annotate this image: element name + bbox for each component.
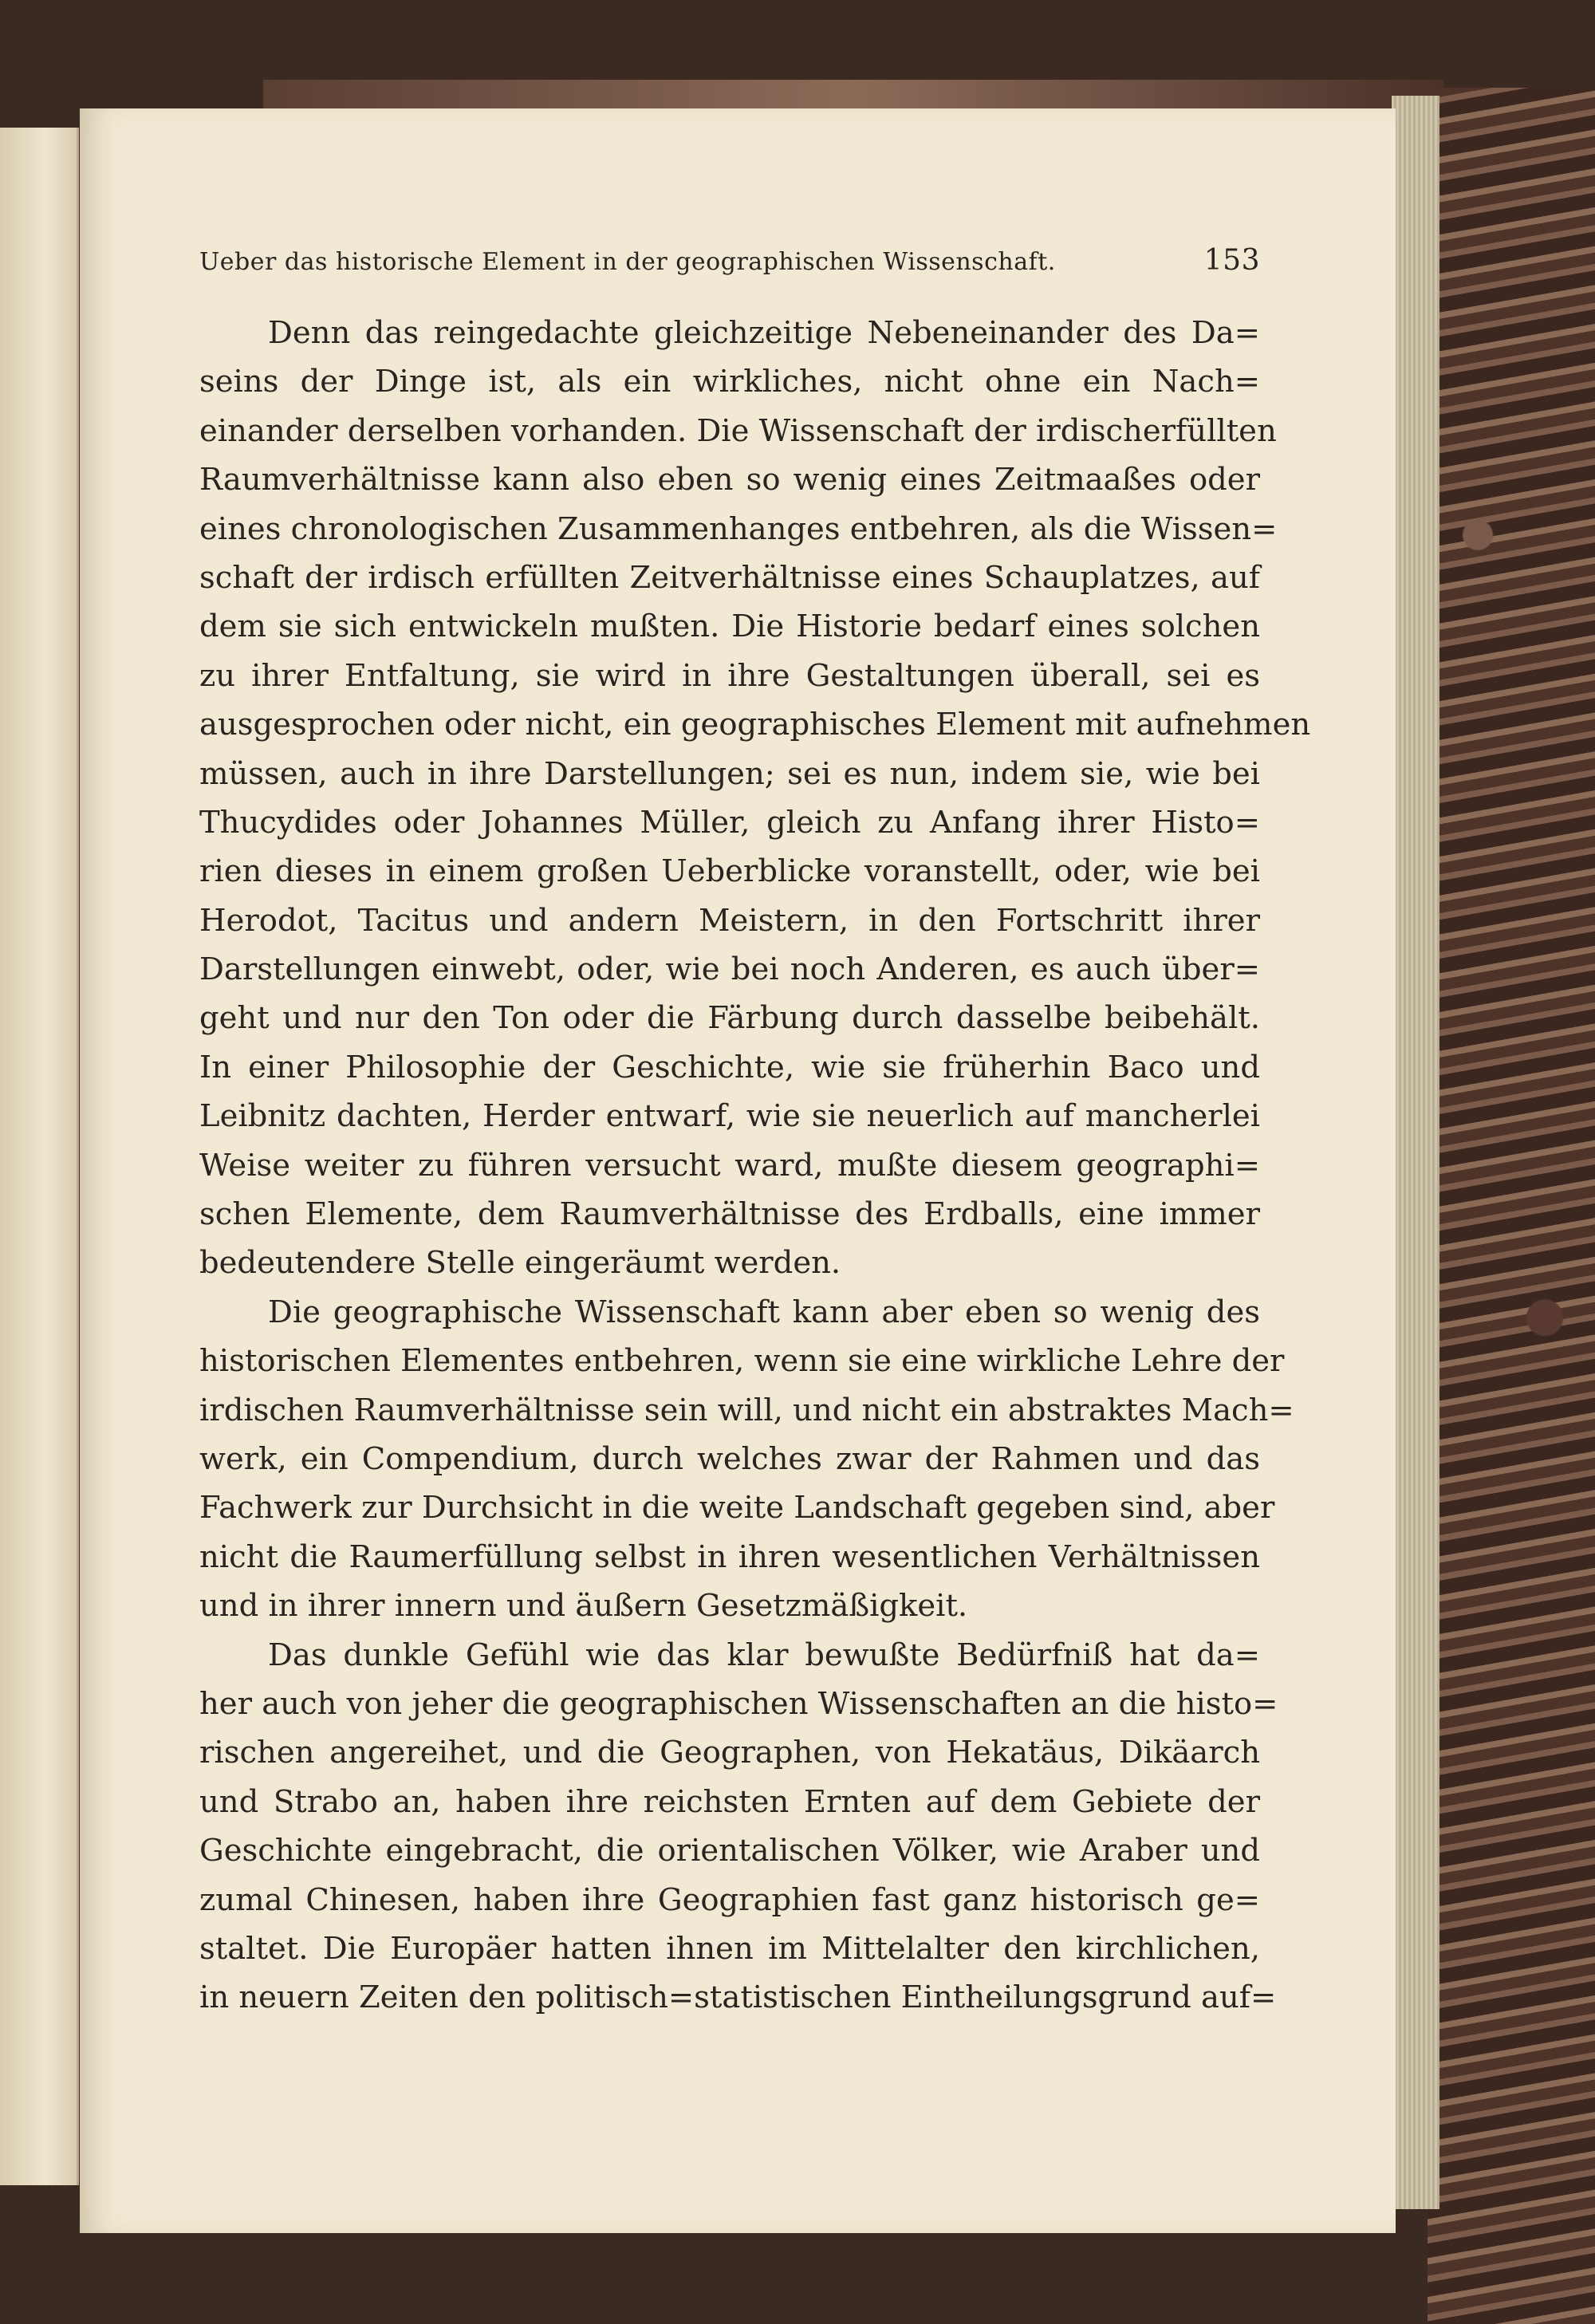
marbled-cover xyxy=(1428,88,1595,2324)
text-line: eines chronologischen Zusammenhanges entbehren, als die Wissen= xyxy=(199,510,1278,547)
text-line: rien dieses in einem großen Ueberblicke voranstellt, oder, wie bei xyxy=(199,853,1260,890)
text-line: Herodot, Tacitus und andern Meistern, in den Fortschritt ihrer xyxy=(199,902,1260,939)
text-line: her auch von jeher die geographischen Wissenschaften an die histo= xyxy=(199,1685,1278,1722)
book-page xyxy=(80,108,1396,2233)
page-edges xyxy=(1392,96,1439,2209)
page-number: 153 xyxy=(1203,244,1260,277)
text-line: und Strabo an, haben ihre reichsten Ernten auf dem Gebiete der xyxy=(199,1783,1260,1820)
text-line: In einer Philosophie der Geschichte, wie sie früherhin Baco und xyxy=(199,1049,1260,1085)
text-line: werk, ein Compendium, durch welches zwar der Rahmen und das xyxy=(199,1440,1260,1477)
text-line: rischen angereihet, und die Geographen, von Hekatäus, Dikäarch xyxy=(199,1735,1260,1771)
text-line: zumal Chinesen, haben ihre Geographien fast ganz historisch ge= xyxy=(199,1881,1260,1918)
body-text xyxy=(199,309,1311,2023)
text-line: schen Elemente, dem Raumverhältnisse des Erdballs, eine immer xyxy=(199,1196,1260,1233)
text-line: zu ihrer Entfaltung, sie wird in ihre Gestaltungen überall, sei es xyxy=(199,657,1260,694)
running-title: Ueber das historische Element in der geographischen Wissenschaft. xyxy=(199,248,1056,276)
text-line: müssen, auch in ihre Darstellungen; sei es nun, indem sie, wie bei xyxy=(199,755,1260,792)
text-line: Denn das reingedachte gleichzeitige Nebeneinander des Da= xyxy=(268,315,1260,351)
paragraph xyxy=(199,309,1311,1288)
text-line: Leibnitz dachten, Herder entwarf, wie sie neuerlich auf mancherlei xyxy=(199,1098,1260,1135)
text-line: Das dunkle Gefühl wie das klar bewußte Bedürfniß hat da= xyxy=(268,1637,1260,1673)
text-line: geht und nur den Ton oder die Färbung durch dasselbe beibehält. xyxy=(199,1000,1260,1037)
text-line: irdischen Raumverhältnisse sein will, und nicht ein abstraktes Mach= xyxy=(199,1392,1294,1428)
text-line: in neuern Zeiten den politisch=statistischen Eintheilungsgrund auf= xyxy=(199,1979,1277,2016)
text-block xyxy=(199,244,1311,2023)
text-line: historischen Elementes entbehren, wenn sie eine wirkliche Lehre der xyxy=(199,1343,1285,1380)
running-head xyxy=(199,244,1260,277)
text-line: schaft der irdisch erfüllten Zeitverhältnisse eines Schauplatzes, auf xyxy=(199,559,1260,596)
text-line: Weise weiter zu führen versucht ward, mußte diesem geographi= xyxy=(199,1147,1260,1184)
facing-page xyxy=(0,128,79,2185)
book-top-edge xyxy=(263,80,1443,112)
text-line: Geschichte eingebracht, die orientalischen Völker, wie Araber und xyxy=(199,1833,1260,1869)
text-line: nicht die Raumerfüllung selbst in ihren wesentlichen Verhältnissen xyxy=(199,1538,1260,1575)
text-line: Fachwerk zur Durchsicht in die weite Landschaft gegeben sind, aber xyxy=(199,1490,1275,1526)
text-line: Darstellungen einwebt, oder, wie bei noch Anderen, es auch über= xyxy=(199,951,1260,988)
text-line: ausgesprochen oder nicht, ein geographisches Element mit aufnehmen xyxy=(199,707,1311,743)
text-line: Die geographische Wissenschaft kann aber eben so wenig des xyxy=(268,1294,1260,1330)
text-line: Raumverhältnisse kann also eben so wenig eines Zeitmaaßes oder xyxy=(199,462,1260,498)
text-line: bedeutendere Stelle eingeräumt werden. xyxy=(199,1245,841,1282)
text-line: staltet. Die Europäer hatten ihnen im Mittelalter den kirchlichen, xyxy=(199,1930,1260,1967)
paragraph xyxy=(199,1288,1294,1631)
text-line: dem sie sich entwickeln mußten. Die Historie bedarf eines solchen xyxy=(199,609,1260,645)
text-line: seins der Dinge ist, als ein wirkliches, nicht ohne ein Nach= xyxy=(199,364,1260,400)
paragraph xyxy=(199,1631,1278,2023)
text-line: Thucydides oder Johannes Müller, gleich zu Anfang ihrer Histo= xyxy=(199,804,1260,841)
text-line: einander derselben vorhanden. Die Wissenschaft der irdischerfüllten xyxy=(199,412,1277,449)
text-line: und in ihrer innern und äußern Gesetzmäßigkeit. xyxy=(199,1588,968,1625)
